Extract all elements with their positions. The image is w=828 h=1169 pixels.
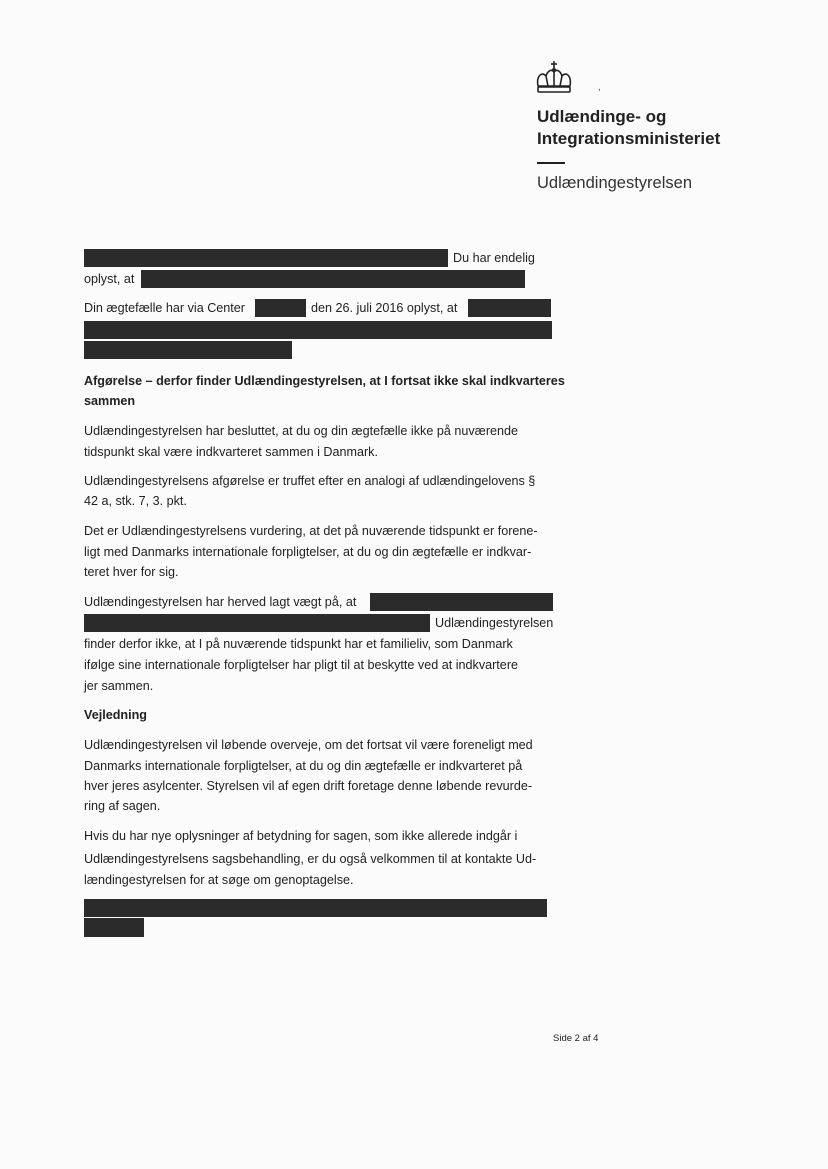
guidance-p1-line4: ring af sagen.	[84, 799, 161, 813]
guidance-heading: Vejledning	[84, 708, 147, 722]
decision-heading-line2: sammen	[84, 394, 136, 408]
legal-basis-line2: 42 a, stk. 7, 3. pkt.	[84, 494, 187, 508]
redaction-block	[84, 321, 552, 339]
ministry-name	[537, 106, 720, 150]
intro-text-start: oplyst, at	[84, 272, 135, 286]
redaction-block	[84, 899, 547, 917]
ministry-name-line1: Udlændinge- og	[537, 107, 667, 126]
emphasis-line2-end: Udlændingestyrelsen	[435, 616, 554, 630]
decision-paragraph-line1: Udlændingestyrelsen har besluttet, at du og din ægtefælle ikke på nuværende	[84, 424, 519, 438]
spouse-statement-middle: den 26. juli 2016 oplyst, at	[311, 301, 458, 315]
emphasis-line3: finder derfor ikke, at I på nuværende tidspunkt har et familieliv, som Danmark	[84, 637, 513, 651]
stray-mark: ,	[598, 82, 601, 93]
redaction-block	[84, 918, 144, 937]
assessment-line1: Det er Udlændingestyrelsens vurdering, at det på nuværende tidspunkt er forene-	[84, 524, 538, 538]
spouse-statement-prefix: Din ægtefælle har via Center	[84, 301, 245, 315]
agency-name: Udlændingestyrelsen	[537, 174, 693, 192]
guidance-p2-line3: lændingestyrelsen for at søge om genoptagelse.	[84, 873, 354, 887]
assessment-line2: ligt med Danmarks internationale forpligtelser, at du og din ægtefælle er indkvar-	[84, 545, 532, 559]
guidance-p1-line1: Udlændingestyrelsen vil løbende overveje, om det fortsat vil være foreneligt med	[84, 738, 533, 752]
legal-basis-line1: Udlændingestyrelsens afgørelse er truffet efter en analogi af udlændingelovens §	[84, 474, 536, 488]
letterhead-divider	[537, 162, 565, 164]
intro-text-end: Du har endelig	[453, 251, 535, 265]
guidance-p2-line2: Udlændingestyrelsens sagsbehandling, er du også velkommen til at kontakte Ud-	[84, 852, 537, 866]
redaction-block	[84, 341, 292, 359]
decision-heading-line1: Afgørelse – derfor finder Udlændingestyrelsen, at I fortsat ikke skal indkvarteres	[84, 374, 565, 388]
redaction-block	[468, 299, 551, 317]
page-number: Side 2 af 4	[553, 1033, 599, 1044]
decision-paragraph-line2: tidspunkt skal være indkvarteret sammen i Danmark.	[84, 445, 378, 459]
guidance-p1-line2: Danmarks internationale forpligtelser, at du og din ægtefælle er indkvarteret på	[84, 759, 523, 773]
redaction-block	[370, 593, 553, 611]
ministry-name-line2: Integrationsministeriet	[537, 129, 721, 148]
guidance-p2-line1: Hvis du har nye oplysninger af betydning for sagen, som ikke allerede indgår i	[84, 829, 518, 843]
redaction-block	[141, 270, 525, 288]
redaction-block	[255, 299, 306, 317]
guidance-p1-line3: hver jeres asylcenter. Styrelsen vil af egen drift foretage denne løbende revurde-	[84, 779, 533, 793]
royal-crown-icon	[532, 60, 576, 96]
redaction-block	[84, 614, 430, 632]
emphasis-line1: Udlændingestyrelsen har herved lagt vægt på, at	[84, 595, 357, 609]
redaction-block	[84, 249, 448, 267]
assessment-line3: teret hver for sig.	[84, 565, 179, 579]
emphasis-line4: ifølge sine internationale forpligtelser har pligt til at beskytte ved at indkvartere	[84, 658, 519, 672]
emphasis-line5: jer sammen.	[84, 679, 154, 693]
